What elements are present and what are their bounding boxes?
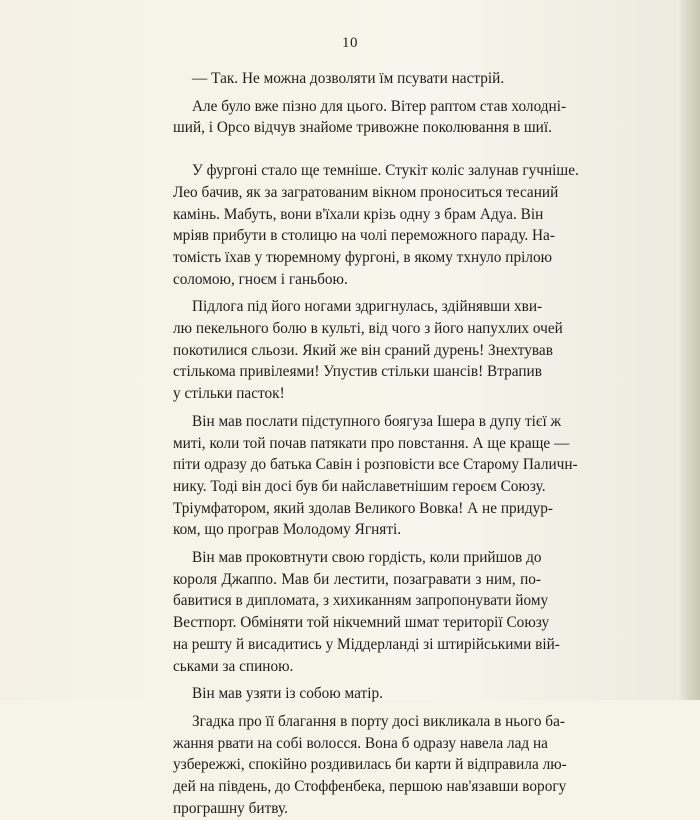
text-line: Він мав узяти із собою матір.: [192, 685, 383, 703]
text-line: У фургоні стало ще темніше. Стукіт коліс залунав гучніше.: [192, 162, 579, 180]
text-line: ськами за спиною.: [173, 657, 294, 675]
text-line: стількома привілеями! Упустив стільки шансів! Втрапив: [173, 363, 542, 381]
text-line: нику. Тоді він досі був би найславетнішим героєм Союзу.: [173, 477, 546, 495]
paragraph: [173, 711, 567, 820]
text-line: томість їхав у тюремному фургоні, в якому тхнуло прілою: [173, 248, 553, 266]
text-line: бавитися в дипломата, з хихиканням запропонувати йому: [173, 592, 549, 610]
paragraph: [173, 96, 567, 139]
paragraph: [173, 411, 578, 541]
paragraph: [173, 683, 541, 705]
text-line: Тріумфатором, який здолав Великого Вовка! А не придур-: [173, 499, 554, 517]
text-line: Він мав проковтнути свою гордість, коли прийшов до: [192, 549, 542, 567]
text-line: Вестпорт. Обміняти той нікчемний шмат території Союзу: [173, 614, 550, 632]
text-line: на решту й висадитись у Міддерланді зі штирійськими вій-: [173, 635, 560, 653]
text-line: ком, що програв Молодому Ягняті.: [173, 521, 402, 539]
paragraph: [173, 68, 541, 90]
paragraph: [173, 296, 563, 405]
body-text: [173, 68, 579, 820]
text-line: Він мав послати підступного боягуза Ішера в дупу тієї ж: [192, 412, 562, 430]
paragraph: [173, 547, 560, 677]
text-line: піти одразу до батька Савін і розповісти все Старому Паличн-: [173, 456, 578, 474]
text-line: мріяв прибути в столицю на чолі переможного параду. На-: [173, 227, 555, 245]
text-line: програшну битву.: [173, 799, 288, 817]
text-line: лю пекельного болю в культі, від чого з його напухлих очей: [173, 320, 563, 338]
page-edge-shadow: [678, 0, 700, 700]
text-line: Лео бачив, як за загратованим вікном проноситься тесаний: [173, 183, 559, 201]
text-line: покотилися сльози. Який же він сраний дурень! Знехтував: [173, 341, 553, 359]
text-line: ший, і Орсо відчув знайоме тривожне поколювання в шиї.: [173, 119, 552, 137]
text-line: камінь. Мабуть, вони в'їхали крізь одну з брам Адуа. Він: [173, 205, 544, 223]
text-line: — Так. Не можна дозволяти їм псувати настрій.: [192, 70, 505, 87]
text-line: Підлога під його ногами здригнулась, здійнявши хви-: [192, 298, 543, 316]
text-line: у стільки пасток!: [173, 385, 285, 403]
paragraph: [173, 160, 579, 290]
text-line: короля Джаппо. Мав би лестити, позагравати з ним, по-: [173, 570, 541, 588]
text-line: Згадка про її благання в порту досі викликала в нього ба-: [192, 712, 565, 730]
text-line: дей на південь, до Стоффенбека, першою нав'язавши ворогу: [173, 778, 567, 796]
text-line: узбережжі, спокійно роздивилась би карти й відправила лю-: [173, 756, 567, 774]
text-line: соломою, гноєм і ганьбою.: [173, 270, 348, 288]
text-line: Але було вже пізно для цього. Вітер раптом став холодні-: [192, 97, 567, 115]
text-line: миті, коли той почав патякати про повстання. А ще краще —: [173, 434, 570, 452]
page-number: 10: [342, 35, 358, 51]
text-line: жання рвати на собі волосся. Вона б одразу навела лад на: [173, 734, 548, 752]
